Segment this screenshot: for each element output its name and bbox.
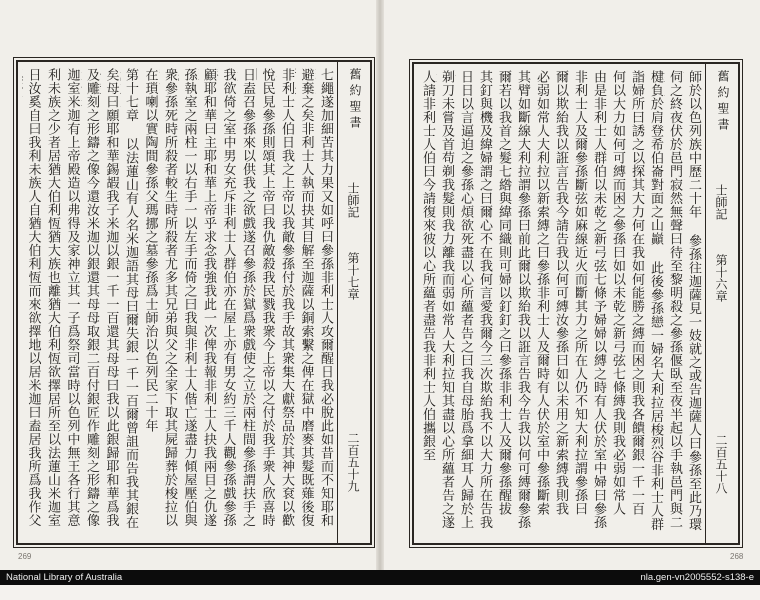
footer-library-name: National Library of Australia bbox=[6, 572, 123, 583]
text-column: 剃刀未嘗及首苟剃我髮則我力離我而弱如常人大利拉知其盡以心所蘊者告之遂 bbox=[439, 70, 454, 529]
text-column: 非利士人伯日我之上帝以我敵參孫付於我手故其衆集大獻祭品於其神大袞以歡 bbox=[279, 68, 294, 527]
text-column: 矣母曰願耶和華錫嘏我子米迦以銀一千一百還其母母曰我以此銀歸耶和華爲我 bbox=[103, 68, 119, 527]
text-column: 人請非利士人伯曰今請復來彼以心所蘊者盡告我非利士人伯攜銀至 bbox=[420, 70, 435, 462]
text-column: 日盍召參孫來以供我之欲戲遂召參孫於獄爲衆戲使之立於兩柱間參孫謂扶手之 bbox=[240, 68, 255, 527]
right-margin-divider bbox=[705, 64, 706, 543]
text-column: 在瑣喇以實陶間參孫父瑪挪之墓參孫爲士師治以色列民二十年 bbox=[142, 68, 158, 433]
text-column: 詣婦所曰誘之以探其大力何在我如何能勝之縛而困之則我各饋爾銀一千一百 bbox=[629, 70, 644, 516]
right-header-title: 舊約聖書 bbox=[716, 70, 730, 134]
text-column: 何以大力如何可縛而困之參孫曰如以未乾之新弓弦七條縛我則我必弱如常人 bbox=[610, 70, 625, 516]
text-column: 孫執室之兩柱一以右手一以左手而倚之曰我與非利士人偕亡遂盡力傾屋壓伯與 bbox=[181, 68, 197, 527]
text-column: 由是非利士人群伯以未乾之新弓弦七條予婦婦以縛之時有人伏於室中婦曰參孫 bbox=[591, 70, 606, 529]
text-column: 悅民見參孫則頌其上帝曰我仇敵殺我民戮我衆今上帝以之付於我手衆人欣喜時 bbox=[259, 68, 275, 527]
text-column: 及雕刻之形鑄之像今還汝米迦以銀還其母母取銀二百付銀匠作雕刻之形鑄之像 bbox=[84, 68, 99, 527]
text-column: 日日以言逼迫之參孫心煩欲死盡以心所蘊者告之曰我自母胎爲拿細耳人歸於上 bbox=[458, 70, 473, 529]
text-column: 爾若以我首之髮七綹與緯同織則可婦以釘釘之曰參孫非利士人及爾參孫醒拔 bbox=[496, 70, 511, 516]
right-page-frame bbox=[412, 62, 740, 545]
left-header-title: 舊約聖書 bbox=[348, 68, 362, 132]
text-column: 七繩遂加細苦其力果又如呼曰參孫非利士人攻爾醒日我必脫此如昔而不知耶和 bbox=[318, 68, 333, 527]
text-column: 日汝奚自曰我利未族人自猶大伯利恆而來欲擇地以居米迦曰盍居我所爲我作父 bbox=[25, 68, 41, 527]
book-gutter bbox=[376, 0, 384, 585]
text-column: 第十七章 以法蓮山有人名米迦語其母曰爾失銀一千一百爾曾詛而告我其銀在 bbox=[123, 68, 138, 529]
right-page bbox=[384, 0, 760, 585]
left-page-number: 二百五十九 bbox=[346, 432, 360, 492]
text-column: 楗負於肩登希伯崙對面之山巓 此後參孫戀一婦名大利拉居梭烈谷非利士人群 bbox=[648, 70, 663, 531]
footer-bar bbox=[0, 570, 760, 585]
left-pencil-mark: 269 bbox=[18, 552, 32, 561]
right-book-name: 士師記 bbox=[714, 184, 728, 220]
left-margin-divider bbox=[337, 62, 338, 543]
text-column: 利未族之少者居猶大伯利恆猶大族也離猶大伯利恆欲擇居所至以法蓮山米迦室 bbox=[45, 68, 60, 527]
left-chapter-label: 第十七章 bbox=[346, 252, 360, 300]
left-page bbox=[0, 0, 376, 585]
text-column: 迦室米迦有上帝殿造以弗得及家神立其一子爲祭司當時以色列中無王各行其意 bbox=[64, 68, 80, 527]
text-column: 其臂如斷線大利拉謂參孫曰前此爾以欺紿我以誑言告我今告我以何可縛爾參孫 bbox=[515, 70, 530, 529]
text-column: 我欲倚之室中男女充斥非利士人群伯亦在屋上亦有男女約三千人觀參孫戲參孫 bbox=[220, 68, 236, 527]
text-column: 避棄之矣非利士人執而抉其目解至迦薩以銅索繫之俾在獄中磨麥其髮既薙後復 bbox=[298, 68, 314, 527]
text-column: 必弱如常人大利拉以新索縛之曰參孫非利士人及爾時有人伏於室中參孫斷索 bbox=[534, 70, 549, 516]
text-column: 衆參孫死時所殺者較生時所殺者尤多其兄弟與父之全家下取其屍歸葬於梭拉以 bbox=[162, 68, 177, 527]
footer-item-id: nla.gen-vn2005552-s138-e bbox=[640, 572, 754, 583]
right-chapter-label: 第十六章 bbox=[714, 254, 728, 302]
right-pencil-mark: 268 bbox=[730, 552, 744, 561]
text-column: 伺之終夜伏於邑門寂然無聲曰待至黎明殺之參孫偃臥至夜半起以手執邑門與二 bbox=[667, 70, 682, 529]
right-page-number: 二百五十八 bbox=[714, 434, 728, 494]
text-column: 師於以色列族中歷二十年 參孫往迦薩見一妓就之或告迦薩人曰參孫至此乃環 bbox=[686, 70, 701, 531]
text-column: 其釘與機及緯婦謂之曰爾心不在我何言愛我爾今三次欺紿我不以大力所在告我 bbox=[477, 70, 492, 529]
text-column: 非利士人及爾參孫斷弦如麻線近火而斷其力之所在人仍不知大利拉謂參孫曰 bbox=[572, 70, 587, 516]
text-column: 爾以欺紿我以誑言告我今請告我以何可縛汝參孫曰如以未用之新索縛我則我 bbox=[553, 70, 568, 516]
left-book-name: 士師記 bbox=[346, 182, 360, 218]
left-page-frame bbox=[16, 60, 372, 545]
text-column: 顧耶和華曰主耶和華上帝乎求念我強我此一次俾我報非利士人抉我兩目之仇遂 bbox=[201, 68, 216, 527]
